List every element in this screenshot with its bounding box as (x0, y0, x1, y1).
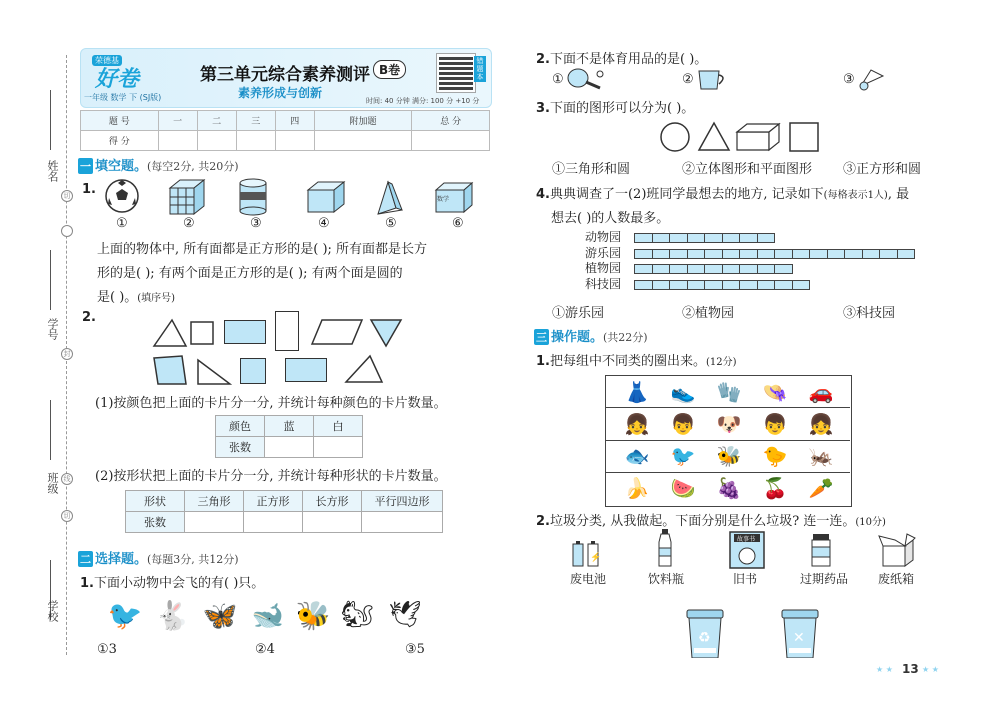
prism-icon (374, 178, 404, 216)
chart-bar-cell (827, 249, 846, 259)
chart-bar-cell (739, 280, 758, 290)
triangle-shape (697, 120, 731, 152)
medicine-bottle-icon[interactable] (810, 532, 832, 568)
rectangle-card-blue (224, 320, 266, 344)
chart-bar-cell (879, 249, 898, 259)
chart-bar-cell (634, 233, 653, 243)
bird-icon: 🐦 (107, 598, 143, 632)
question-text: 1.把每组中不同类的圈出来。(12分) (536, 354, 737, 369)
chart-bar-cell (774, 280, 793, 290)
hazardous-bin-icon[interactable] (780, 608, 820, 658)
student-id-label: 学号 (46, 318, 59, 340)
soccer-ball-icon (104, 178, 140, 214)
name-label: 姓名 (46, 160, 59, 182)
section-heading-operation: 三 操作题。(共22分) (536, 330, 648, 345)
margin-line (50, 90, 51, 150)
decor-stars: ★ ★ (876, 665, 893, 674)
dove-icon: 🕊 (388, 600, 422, 630)
question-text: 2.下面不是体育用品的是( )。 (536, 52, 708, 67)
answer-cell[interactable] (265, 437, 314, 458)
seal-mark: 封 (61, 348, 73, 360)
rabbit-icon: 🐇 (154, 598, 190, 632)
circle-shape (658, 120, 692, 154)
item-label: 废纸箱 (878, 572, 915, 586)
watermelon-icon[interactable]: 🍉 (670, 476, 696, 500)
page-title: 第三单元综合素养测评 (200, 65, 370, 85)
decor-stars: ★ ★ (922, 665, 939, 674)
item-label: 饮料瓶 (648, 572, 685, 586)
chart-bar-cell (704, 249, 723, 259)
page-subtitle: 素养形成与创新 (238, 86, 323, 100)
chart-bar-cell (792, 249, 811, 259)
gloves-icon[interactable]: 🧤 (716, 380, 742, 404)
section-heading-fill: 一 填空题。(每空2分, 共20分) (80, 159, 239, 174)
battery-icon[interactable] (570, 536, 606, 568)
car-icon[interactable]: 🚗 (808, 380, 834, 404)
chart-bar-cell (809, 249, 828, 259)
margin-line (50, 400, 51, 460)
chart-bar-cell (704, 264, 723, 274)
paper-badge: B卷 (373, 60, 406, 79)
choice-option[interactable]: ② (682, 72, 694, 87)
chart-bar-cell (634, 264, 653, 274)
parallelogram-card-white (310, 318, 364, 346)
score-cell[interactable] (412, 131, 490, 151)
cuboid-shape (735, 122, 781, 152)
svg-text:♻: ♻ (698, 630, 711, 646)
chart-bar-cell (634, 249, 653, 259)
question-text: 想去( )的人数最多。 (551, 211, 670, 226)
chart-category-label: 科技园 (585, 276, 622, 291)
recyclable-bin-icon[interactable] (685, 608, 725, 658)
chart-bar-cell (669, 249, 688, 259)
score-header: 一 (158, 111, 197, 131)
score-cell[interactable] (236, 131, 275, 151)
score-header: 总 分 (412, 111, 490, 131)
chart-category-label: 游乐园 (585, 245, 622, 260)
chart-bar-cell (652, 249, 671, 259)
chart-bar-cell (862, 249, 881, 259)
question-text: 3.下面的图形可以分为( )。 (536, 101, 695, 116)
swallow-icon[interactable]: 🐦 (670, 444, 696, 468)
score-header: 附加题 (314, 111, 412, 131)
chart-bar-cell (687, 233, 706, 243)
score-cell[interactable] (197, 131, 236, 151)
choice-option[interactable]: ①三角形和圆 (552, 162, 631, 177)
chart-bar-cell (739, 264, 758, 274)
chart-bar (634, 233, 774, 242)
chart-bar-cell (757, 233, 776, 243)
chart-bar-cell (669, 280, 688, 290)
svg-text:⚡: ⚡ (590, 553, 602, 563)
chart-bar (634, 280, 809, 289)
chart-bar-cell (757, 264, 776, 274)
squirrel-icon: 🐿 (340, 600, 374, 630)
cut-mark: 切 (61, 190, 73, 202)
option-label: ① (116, 216, 128, 231)
score-cell[interactable] (314, 131, 412, 151)
ping-pong-paddle-icon (566, 66, 606, 92)
girl-face-icon[interactable]: 👧 (808, 412, 834, 436)
chart-bar-cell (792, 280, 811, 290)
chart-bar-cell (722, 264, 741, 274)
question-text: 2.垃圾分类, 从我做起。下面分别是什么垃圾? 连一连。(10分) (536, 514, 886, 529)
banana-icon[interactable]: 🍌 (624, 476, 650, 500)
boy-face-icon[interactable]: 👦 (762, 412, 788, 436)
score-cell[interactable] (275, 131, 314, 151)
dragonfly-icon[interactable]: 🦗 (808, 444, 834, 468)
section-heading-choice: 二 选择题。(每题3分, 共12分) (80, 552, 239, 567)
question-text: 是( )。(填序号) (97, 290, 176, 305)
whale-icon: 🐋 (251, 601, 285, 631)
chart-bar-cell (722, 280, 741, 290)
choice-option[interactable]: ②植物园 (682, 306, 735, 321)
option-label: ⑥ (452, 216, 464, 231)
triangle-card-white (152, 318, 188, 348)
choice-option[interactable]: ③ (843, 72, 855, 87)
cardboard-box-icon[interactable] (877, 530, 917, 570)
color-count-table: 颜色 蓝 白 张数 (215, 415, 363, 458)
chart-bar-cell (687, 264, 706, 274)
cut-mark: 切 (61, 510, 73, 522)
triangle-card-white (344, 354, 384, 384)
grade-label: 一年级 数学 下 (SJ版) (84, 93, 162, 102)
page-number: 13 (902, 662, 919, 676)
cherries-icon[interactable]: 🍒 (762, 476, 788, 500)
bee-icon[interactable]: 🐝 (716, 444, 742, 468)
cup-icon (696, 66, 730, 92)
time-info: 时间: 40 分钟 满分: 100 分 +10 分 (366, 97, 480, 105)
item-label: 废电池 (570, 572, 607, 586)
score-header: 四 (275, 111, 314, 131)
choice-option[interactable]: ③科技园 (843, 306, 896, 321)
grid-divider (605, 407, 850, 408)
chart-bar-cell (739, 233, 758, 243)
radish-icon[interactable]: 🥕 (808, 476, 834, 500)
clothing-icon[interactable]: 👗 (624, 380, 650, 404)
grapes-icon[interactable]: 🍇 (716, 476, 742, 500)
chart-bar-cell (634, 280, 653, 290)
qr-code-icon (437, 54, 475, 92)
option-label: ⑤ (385, 216, 397, 231)
school-label: 学校 (46, 600, 59, 622)
chart-bar-cell (739, 249, 758, 259)
class-label: 班级 (46, 472, 59, 494)
girl-face-icon[interactable]: 👧 (624, 412, 650, 436)
margin-line (50, 250, 51, 310)
square-card-white (189, 318, 217, 348)
chart-bar-cell (652, 280, 671, 290)
grid-divider (605, 440, 850, 441)
choice-option[interactable]: ① (552, 72, 564, 87)
question-number: 1. (82, 182, 96, 197)
choice-option[interactable]: ③正方形和圆 (843, 162, 922, 177)
chart-bar-cell (687, 280, 706, 290)
book-cover-title: 故事书 (737, 536, 756, 543)
fish-icon[interactable]: 🐟 (624, 444, 650, 468)
chart-bar-cell (757, 280, 776, 290)
svg-text:✕: ✕ (793, 630, 805, 646)
chart-bar-cell (774, 249, 793, 259)
brand-logo: 好卷 (95, 67, 140, 92)
chart-bar-cell (687, 249, 706, 259)
chart-category-label: 动物园 (585, 230, 622, 244)
question-text: 上面的物体中, 所有面都是正方形的是( ); 所有面都是长方 (97, 242, 428, 257)
cube-icon (306, 180, 346, 214)
chart-bar-cell (722, 249, 741, 259)
square-card-blue (240, 358, 266, 384)
chart-bar (634, 264, 792, 273)
bee-icon: 🐝 (295, 598, 331, 632)
bottle-icon[interactable] (655, 528, 675, 568)
chart-bar-cell (722, 233, 741, 243)
parallelogram-card-blue (152, 354, 188, 386)
choice-option[interactable]: ②立体图形和平面图形 (682, 162, 813, 177)
chart-bar-cell (757, 249, 776, 259)
question-number: 2. (82, 310, 96, 325)
rectangle-card-white (275, 311, 299, 351)
answer-cell[interactable] (303, 512, 362, 533)
chart-category-label: 植物园 (585, 261, 622, 275)
score-header: 三 (236, 111, 275, 131)
score-label: 得 分 (81, 131, 159, 151)
sub-question: (2)按形状把上面的卡片分一分, 并统计每种形状的卡片数量。 (95, 469, 447, 484)
shuttlecock-icon (857, 66, 887, 92)
item-label: 旧书 (733, 572, 758, 586)
chart-bar-cell (774, 264, 793, 274)
box-label: 数学 (437, 196, 450, 203)
chart-bar-cell (897, 249, 916, 259)
square-shape (787, 120, 821, 154)
score-cell[interactable] (158, 131, 197, 151)
chart-bar-cell (704, 280, 723, 290)
sub-question: (1)按颜色把上面的卡片分一分, 并统计每种颜色的卡片数量。 (95, 396, 447, 411)
chart-bar-cell (652, 233, 671, 243)
question-text: 4.典典调查了一(2)班同学最想去的地方, 记录如下(每格表示1人), 最 (536, 187, 910, 202)
hat-icon[interactable]: 👒 (762, 380, 788, 404)
chart-bar-cell (652, 264, 671, 274)
answer-cell[interactable] (314, 437, 363, 458)
shoes-icon[interactable]: 👟 (670, 380, 696, 404)
rubiks-cube-icon (168, 178, 206, 216)
score-header: 题 号 (81, 111, 159, 131)
choice-option[interactable]: ③5 (405, 642, 425, 657)
answer-cell[interactable] (185, 512, 244, 533)
question-text: 形的是( ); 有两个面是正方形的是( ); 有两个面是圆的 (97, 266, 403, 281)
answer-cell[interactable] (362, 512, 443, 533)
chart-bar (634, 249, 914, 258)
grid-divider (605, 472, 850, 473)
chart-bar-cell (669, 264, 688, 274)
line-mark: 线 (61, 473, 73, 485)
score-table (80, 110, 490, 151)
choice-option[interactable]: ②4 (255, 642, 275, 657)
item-label: 过期药品 (800, 572, 849, 586)
shape-count-table: 形状 三角形 正方形 长方形 平行四边形 张数 (125, 490, 443, 533)
boy-face-icon[interactable]: 👦 (670, 412, 696, 436)
chart-bar-cell (844, 249, 863, 259)
choice-option[interactable]: ①游乐园 (552, 306, 605, 321)
triangle-card-blue (369, 318, 403, 348)
score-header: 二 (197, 111, 236, 131)
bird-icon[interactable]: 🐤 (762, 444, 788, 468)
choice-option[interactable]: ①3 (97, 642, 117, 657)
right-triangle-card-white (196, 358, 232, 386)
chart-bar-cell (669, 233, 688, 243)
option-label: ② (183, 216, 195, 231)
rectangle-card-blue (285, 358, 327, 382)
qr-tag: 错题本 (474, 56, 486, 82)
chart-bar-cell (704, 233, 723, 243)
option-label: ③ (250, 216, 262, 231)
puppy-icon[interactable]: 🐶 (716, 412, 742, 436)
option-label: ④ (318, 216, 330, 231)
question-text: 1.下面小动物中会飞的有( )只。 (80, 576, 265, 591)
answer-cell[interactable] (244, 512, 303, 533)
seal-mark (61, 225, 73, 237)
butterfly-icon: 🦋 (202, 598, 238, 632)
can-cylinder-icon (238, 178, 268, 216)
brand-tag: 荣德基 (92, 55, 122, 66)
